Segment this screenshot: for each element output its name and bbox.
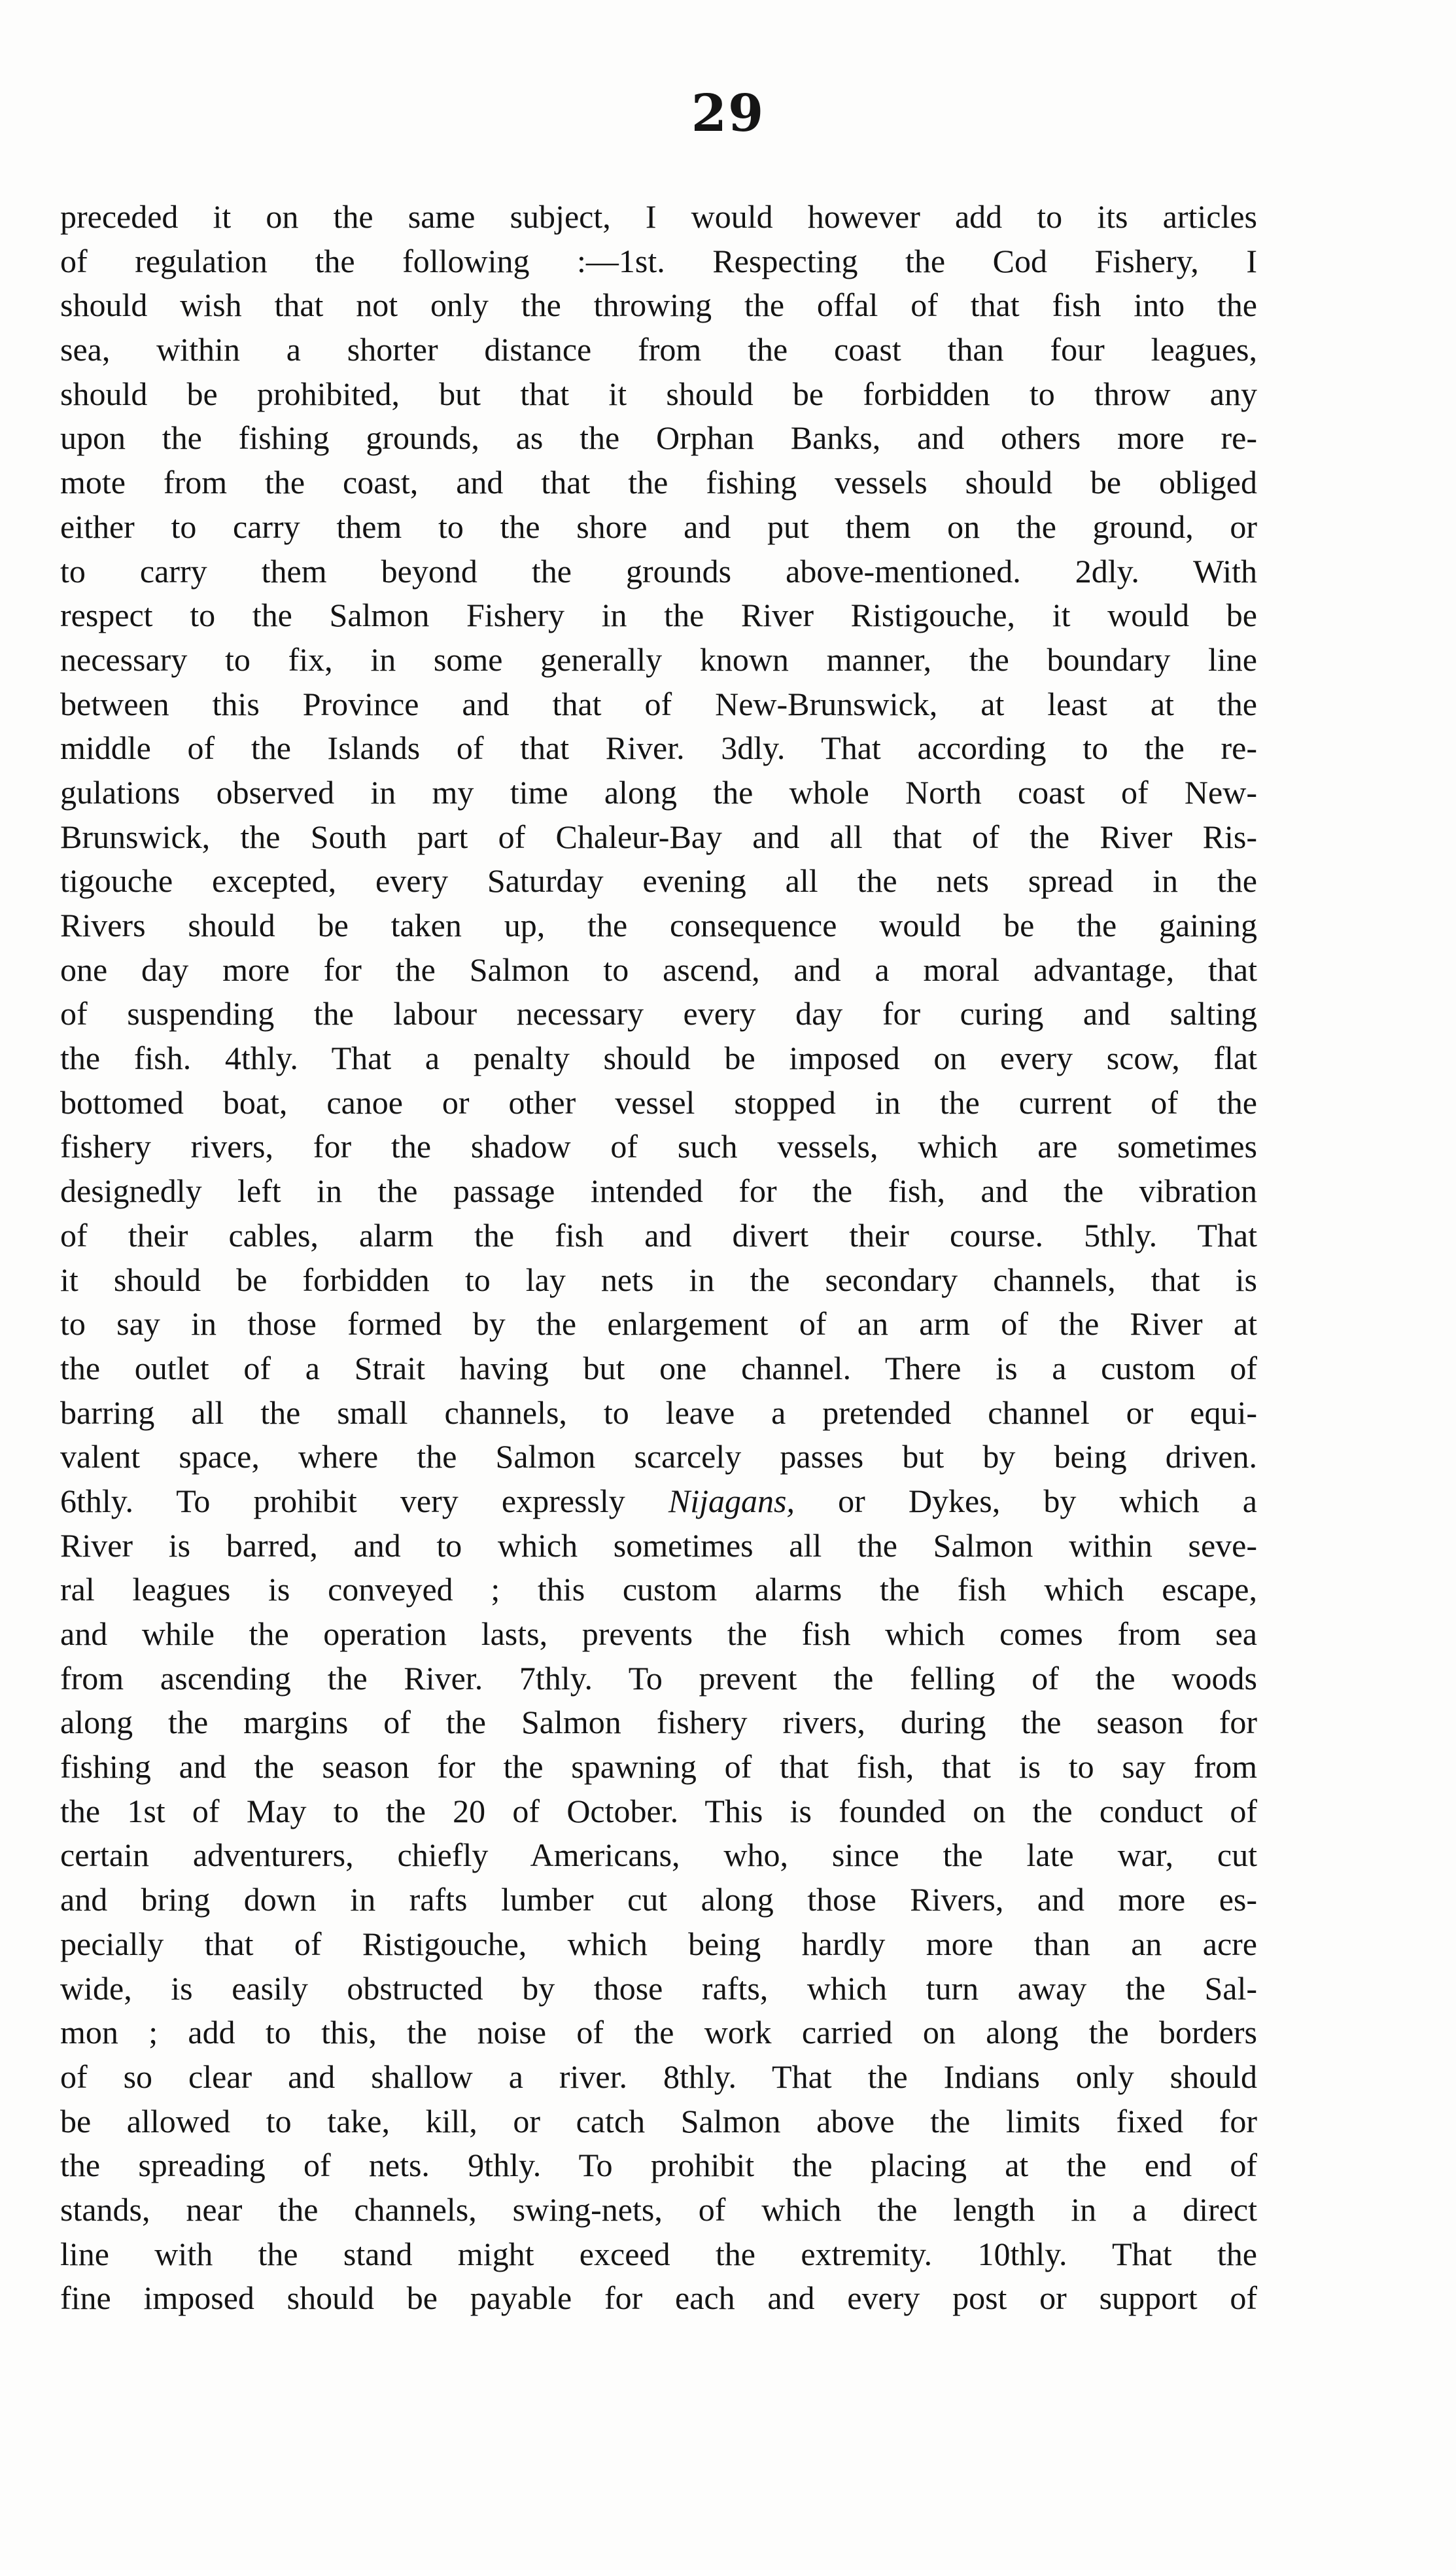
text-line: of their cables, alarm the fish and divert their course. 5thly. That: [60, 1216, 1257, 1254]
text-line: and while the operation lasts, prevents the fish which comes from sea: [60, 1615, 1257, 1652]
text-line: respect to the Salmon Fishery in the River Ristigouche, it would be: [60, 597, 1257, 634]
page-number: 29: [691, 84, 765, 143]
text-line: should be prohibited, but that it should be forbidden to throw any: [60, 375, 1257, 412]
text-line: mote from the coast, and that the fishing vessels should be obliged: [60, 464, 1257, 501]
text-line: the fish. 4thly. That a penalty should be imposed on every scow, flat: [60, 1040, 1257, 1077]
text-line: the outlet of a Strait having but one channel. There is a custom of: [60, 1349, 1257, 1386]
text-line: sea, within a shorter distance from the coast than four leagues,: [60, 331, 1257, 368]
text-line: line with the stand might exceed the extremity. 10thly. That the: [60, 2235, 1257, 2272]
text-line: Brunswick, the South part of Chaleur-Bay and all that of the River Ris-: [60, 818, 1257, 855]
text-line: stands, near the channels, swing-nets, of which the length in a direct: [60, 2191, 1257, 2228]
text-line: the 1st of May to the 20 of October. This is founded on the conduct of: [60, 1792, 1257, 1829]
text-line: valent space, where the Salmon scarcely passes but by being driven.: [60, 1438, 1257, 1475]
text-line: to say in those formed by the enlargement of an arm of the River at: [60, 1305, 1257, 1343]
text-line: along the margins of the Salmon fishery rivers, during the season for: [60, 1704, 1257, 1741]
text-line: middle of the Islands of that River. 3dly. That according to the re-: [60, 730, 1257, 767]
text-line: one day more for the Salmon to ascend, and a moral advantage, that: [60, 951, 1257, 988]
text-line: either to carry them to the shore and put them on the ground, or: [60, 508, 1257, 545]
text-line: fishing and the season for the spawning of that fish, that is to say from: [60, 1748, 1257, 1786]
text-line: mon ; add to this, the noise of the work carried on along the borders: [60, 2014, 1257, 2051]
text-line: designedly left in the passage intended for the fish, and the vibration: [60, 1172, 1257, 1210]
text-line: River is barred, and to which sometimes all the Salmon within seve-: [60, 1526, 1257, 1564]
text-line: tigouche excepted, every Saturday evening all the nets spread in the: [60, 862, 1257, 900]
text-line: Rivers should be taken up, the consequence would be the gaining: [60, 907, 1257, 943]
text-line: upon the fishing grounds, as the Orphan Banks, and others more re-: [60, 419, 1257, 457]
text-line: barring all the small channels, to leave a pretended channel or equi-: [60, 1394, 1257, 1431]
text-line: the spreading of nets. 9thly. To prohibit the placing at the end of: [60, 2147, 1257, 2184]
text-line: bottomed boat, canoe or other vessel stopped in the current of the: [60, 1083, 1257, 1121]
text-line: of regulation the following :—1st. Respecting the Cod Fishery, I: [60, 242, 1257, 279]
text-line: ral leagues is conveyed ; this custom alarms the fish which escape,: [60, 1571, 1257, 1608]
text-line: from ascending the River. 7thly. To prevent the felling of the woods: [60, 1659, 1257, 1697]
text-line: fishery rivers, for the shadow of such vessels, which are sometimes: [60, 1128, 1257, 1165]
body-text: [60, 195, 1257, 2321]
text-line: should wish that not only the throwing the offal of that fish into the: [60, 287, 1257, 324]
text-line: between this Province and that of New-Brunswick, at least at the: [60, 685, 1257, 722]
text-segment: 6thly. To prohibit very expressly: [60, 1482, 668, 1519]
text-line: of so clear and shallow a river. 8thly. That the Indians only should: [60, 2058, 1257, 2095]
text-line: wide, is easily obstructed by those rafts, which turn away the Sal-: [60, 1969, 1257, 2007]
text-line: [60, 1479, 1257, 1524]
text-line: fine imposed should be payable for each and every post or support of: [60, 2280, 1257, 2317]
text-line: be allowed to take, kill, or catch Salmon above the limits fixed for: [60, 2102, 1257, 2139]
italic-term: Nijagans,: [668, 1482, 795, 1519]
text-line: gulations observed in my time along the whole North coast of New-: [60, 773, 1257, 811]
text-line: and bring down in rafts lumber cut along those Rivers, and more es-: [60, 1881, 1257, 1918]
text-line: necessary to fix, in some generally known manner, the boundary line: [60, 641, 1257, 678]
text-line: preceded it on the same subject, I would however add to its articles: [60, 198, 1257, 235]
text-line: it should be forbidden to lay nets in the secondary channels, that is: [60, 1261, 1257, 1298]
text-line: of suspending the labour necessary every day for curing and salting: [60, 995, 1257, 1032]
text-line: pecially that of Ristigouche, which being hardly more than an acre: [60, 1925, 1257, 1962]
text-line: certain adventurers, chiefly Americans, who, since the late war, cut: [60, 1837, 1257, 1874]
text-segment: or Dykes, by which a: [795, 1482, 1257, 1519]
text-line: to carry them beyond the grounds above-mentioned. 2dly. With: [60, 552, 1257, 590]
